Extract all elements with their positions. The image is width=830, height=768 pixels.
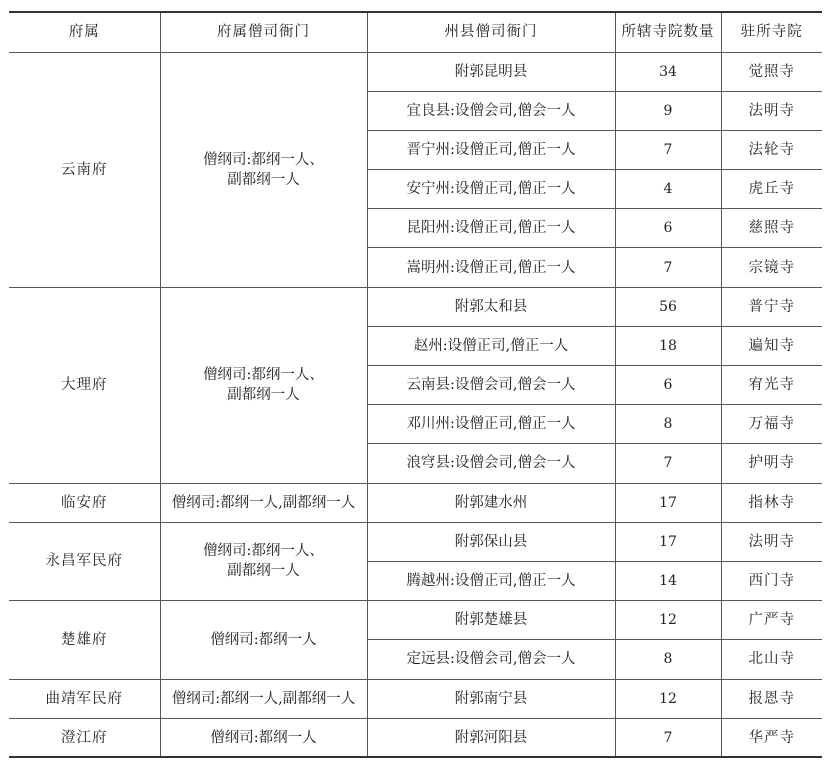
resident-temple-cell: 北山寺 bbox=[721, 640, 822, 679]
prefecture-office-cell bbox=[160, 52, 367, 287]
county-office-cell: 附郭南宁县 bbox=[367, 679, 615, 718]
prefecture-office-cell bbox=[160, 287, 367, 483]
county-office-cell: 浪穹县:设僧会司,僧会一人 bbox=[367, 444, 615, 483]
resident-temple-cell: 护明寺 bbox=[721, 444, 822, 483]
resident-temple-cell: 万福寺 bbox=[721, 405, 822, 444]
office-line: 僧纲司:都纲一人、 bbox=[203, 367, 324, 384]
county-office-cell: 嵩明州:设僧正司,僧正一人 bbox=[367, 248, 615, 287]
prefecture-cell: 大理府 bbox=[9, 287, 160, 483]
county-office-cell: 定远县:设僧会司,僧会一人 bbox=[367, 640, 615, 679]
temple-count-cell: 18 bbox=[615, 326, 721, 365]
temple-count-cell: 12 bbox=[615, 679, 721, 718]
county-office-cell: 晋宁州:设僧正司,僧正一人 bbox=[367, 130, 615, 169]
table-row bbox=[9, 679, 822, 718]
prefecture-office-cell bbox=[160, 522, 367, 600]
county-office-cell: 宜良县:设僧会司,僧会一人 bbox=[367, 91, 615, 130]
office-line: 僧纲司:都纲一人 bbox=[210, 631, 317, 648]
temple-count-cell: 17 bbox=[615, 483, 721, 522]
county-office-cell: 赵州:设僧正司,僧正一人 bbox=[367, 326, 615, 365]
office-line: 僧纲司:都纲一人 bbox=[210, 729, 317, 746]
office-line: 僧纲司:都纲一人,副都纲一人 bbox=[171, 690, 356, 707]
county-office-cell: 安宁州:设僧正司,僧正一人 bbox=[367, 170, 615, 209]
table-row bbox=[9, 601, 822, 640]
prefecture-office-cell bbox=[160, 679, 367, 718]
resident-temple-cell: 遍知寺 bbox=[721, 326, 822, 365]
temple-count-cell: 6 bbox=[615, 366, 721, 405]
county-office-cell: 邓川州:设僧正司,僧正一人 bbox=[367, 405, 615, 444]
resident-temple-cell: 法明寺 bbox=[721, 91, 822, 130]
resident-temple-cell: 华严寺 bbox=[721, 718, 822, 757]
temple-count-cell: 8 bbox=[615, 640, 721, 679]
header-county-office: 州县僧司衙门 bbox=[367, 12, 615, 52]
temple-count-cell: 34 bbox=[615, 52, 721, 91]
temple-count-cell: 7 bbox=[615, 248, 721, 287]
resident-temple-cell: 觉照寺 bbox=[721, 52, 822, 91]
header-prefecture: 府属 bbox=[9, 12, 160, 52]
county-office-cell: 附郭河阳县 bbox=[367, 718, 615, 757]
temple-count-cell: 14 bbox=[615, 561, 721, 600]
monastic-offices-table bbox=[9, 11, 822, 758]
temple-count-cell: 7 bbox=[615, 718, 721, 757]
prefecture-cell: 楚雄府 bbox=[9, 601, 160, 679]
temple-count-cell: 12 bbox=[615, 601, 721, 640]
header-temple-count: 所辖寺院数量 bbox=[615, 12, 721, 52]
temple-count-cell: 7 bbox=[615, 130, 721, 169]
county-office-cell: 附郭太和县 bbox=[367, 287, 615, 326]
header-row bbox=[9, 12, 822, 52]
temple-count-cell: 17 bbox=[615, 522, 721, 561]
office-line: 副都纲一人 bbox=[227, 387, 300, 404]
prefecture-cell: 澄江府 bbox=[9, 718, 160, 757]
temple-count-cell: 6 bbox=[615, 209, 721, 248]
resident-temple-cell: 虎丘寺 bbox=[721, 170, 822, 209]
prefecture-office-cell bbox=[160, 601, 367, 679]
temple-count-cell: 4 bbox=[615, 170, 721, 209]
prefecture-cell: 永昌军民府 bbox=[9, 522, 160, 600]
prefecture-office-cell bbox=[160, 483, 367, 522]
prefecture-cell: 云南府 bbox=[9, 52, 160, 287]
header-prefecture-office: 府属僧司衙门 bbox=[160, 12, 367, 52]
office-line: 副都纲一人 bbox=[227, 171, 300, 188]
temple-count-cell: 56 bbox=[615, 287, 721, 326]
table-row bbox=[9, 483, 822, 522]
office-line: 副都纲一人 bbox=[227, 563, 300, 580]
county-office-cell: 腾越州:设僧正司,僧正一人 bbox=[367, 561, 615, 600]
county-office-cell: 云南县:设僧会司,僧会一人 bbox=[367, 366, 615, 405]
temple-count-cell: 8 bbox=[615, 405, 721, 444]
resident-temple-cell: 法明寺 bbox=[721, 522, 822, 561]
office-line: 僧纲司:都纲一人、 bbox=[203, 543, 324, 560]
resident-temple-cell: 指林寺 bbox=[721, 483, 822, 522]
county-office-cell: 附郭建水州 bbox=[367, 483, 615, 522]
resident-temple-cell: 法轮寺 bbox=[721, 130, 822, 169]
table-row bbox=[9, 522, 822, 561]
office-line: 僧纲司:都纲一人、 bbox=[203, 151, 324, 168]
table-row bbox=[9, 52, 822, 91]
resident-temple-cell: 广严寺 bbox=[721, 601, 822, 640]
temple-count-cell: 9 bbox=[615, 91, 721, 130]
prefecture-office-cell bbox=[160, 718, 367, 757]
office-line: 僧纲司:都纲一人,副都纲一人 bbox=[171, 494, 356, 511]
resident-temple-cell: 宥光寺 bbox=[721, 366, 822, 405]
resident-temple-cell: 报恩寺 bbox=[721, 679, 822, 718]
table-row bbox=[9, 287, 822, 326]
county-office-cell: 附郭昆明县 bbox=[367, 52, 615, 91]
county-office-cell: 附郭保山县 bbox=[367, 522, 615, 561]
temple-count-cell: 7 bbox=[615, 444, 721, 483]
resident-temple-cell: 普宁寺 bbox=[721, 287, 822, 326]
header-resident-temple: 驻所寺院 bbox=[721, 12, 822, 52]
table-row bbox=[9, 718, 822, 757]
resident-temple-cell: 宗镜寺 bbox=[721, 248, 822, 287]
table-body bbox=[9, 52, 822, 757]
prefecture-cell: 曲靖军民府 bbox=[9, 679, 160, 718]
prefecture-cell: 临安府 bbox=[9, 483, 160, 522]
resident-temple-cell: 慈照寺 bbox=[721, 209, 822, 248]
county-office-cell: 昆阳州:设僧正司,僧正一人 bbox=[367, 209, 615, 248]
county-office-cell: 附郭楚雄县 bbox=[367, 601, 615, 640]
table-container bbox=[9, 11, 822, 758]
resident-temple-cell: 西门寺 bbox=[721, 561, 822, 600]
